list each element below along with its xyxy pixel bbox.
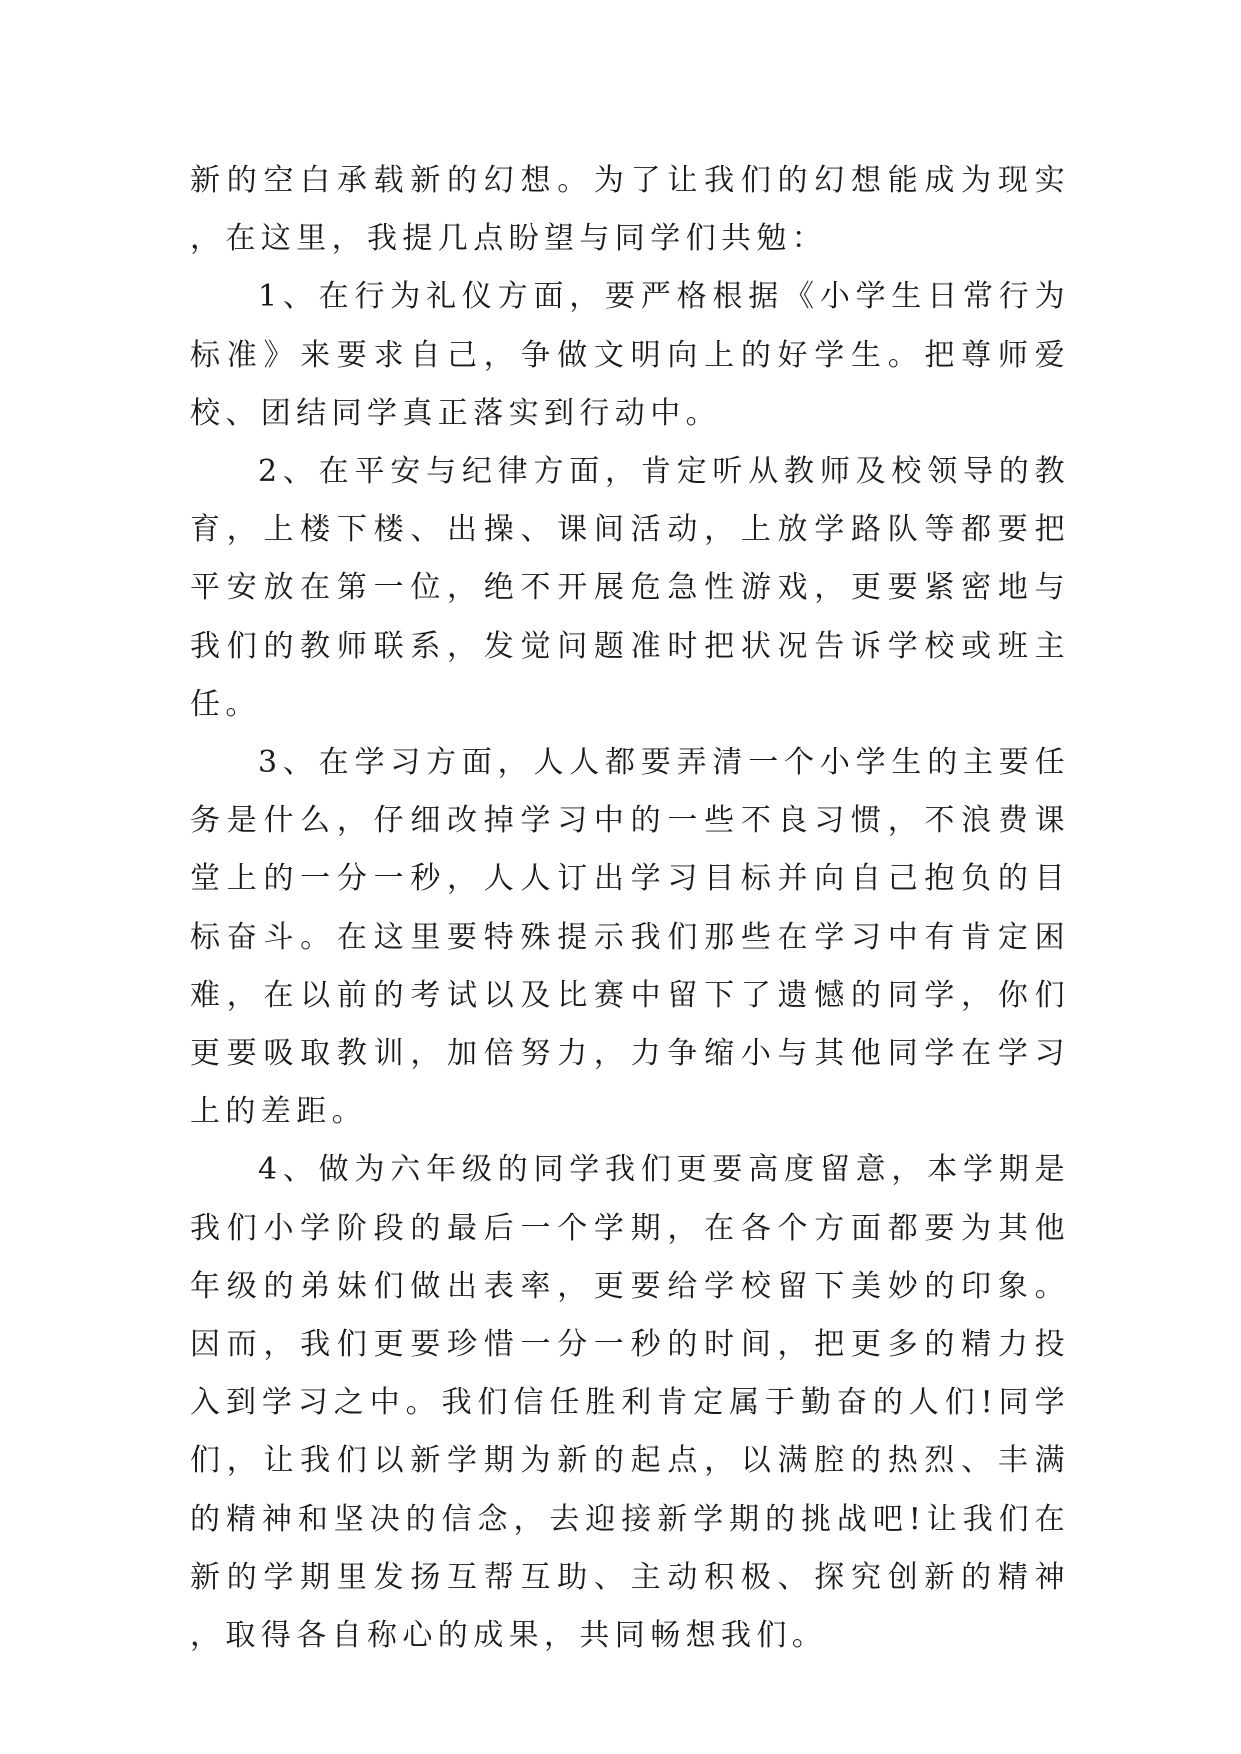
paragraph-item-2: 2、在平安与纪律方面，肯定听从教师及校领导的教育，上楼下楼、出操、课间活动，上放学路队等都要把平安放在第一位，绝不开展危急性游戏，更要紧密地与我们的教师联系，发觉问题准时把状况告诉学校或班主任。: [190, 454, 1070, 722]
paragraph-item-3: 3、在学习方面，人人都要弄清一个小学生的主要任务是什么，仔细改掉学习中的一些不良习惯，不浪费课堂上的一分一秒，人人订出学习目标并向自己抱负的目标奋斗。在这里要特殊提示我们那些在学习中有肯定困难，在以前的考试以及比赛中留下了遗憾的同学，你们更要吸取教训，加倍努力，力争缩小与其他同学在学习上的差距。: [190, 745, 1070, 1130]
paragraph-item-1: 1、在行为礼仪方面，要严格根据《小学生日常行为标准》来要求自己，争做文明向上的好学生。把尊师爱校、团结同学真正落实到行动中。: [190, 279, 1070, 431]
paragraph-item-4: 4、做为六年级的同学我们更要高度留意，本学期是我们小学阶段的最后一个学期，在各个方面都要为其他年级的弟妹们做出表率，更要给学校留下美妙的印象。因而，我们更要珍惜一分一秒的时间，把更多的精力投入到学习之中。我们信任胜利肯定属于勤奋的人们!同学们，让我们以新学期为新的起点，以满腔的热烈、丰满的精神和坚决的信念，去迎接新学期的挑战吧!让我们在新的学期里发扬互帮互助、主动积极、探究创新的精神，取得各自称心的成果，共同畅想我们。: [190, 1152, 1070, 1654]
document-body: [190, 152, 1070, 1665]
paragraph-intro: 新的空白承载新的幻想。为了让我们的幻想能成为现实，在这里，我提几点盼望与同学们共勉：: [190, 163, 1070, 257]
